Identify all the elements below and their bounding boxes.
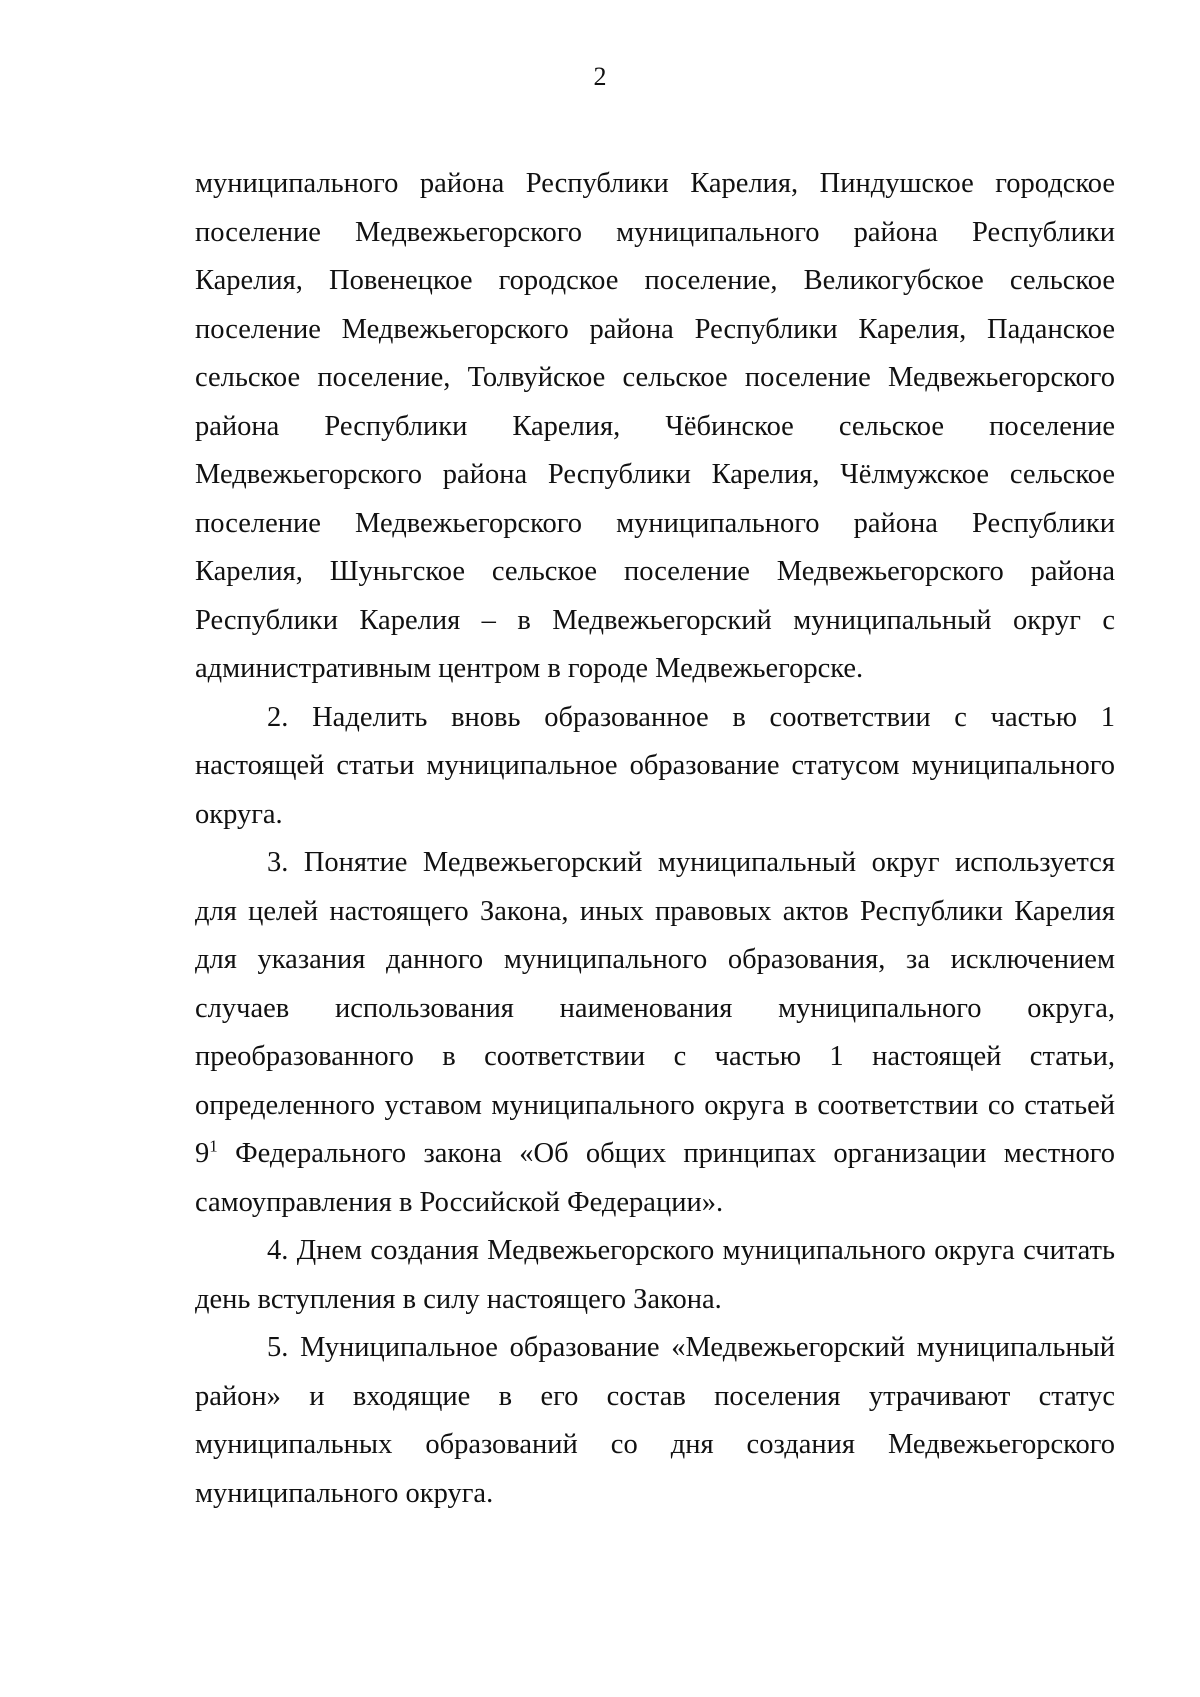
document-body [195,160,1115,1518]
paragraph-item-2: 2. Наделить вновь образованное в соответствии с частью 1 настоящей статьи муниципальное образование статусом муниципального округа. [195,701,1115,830]
paragraph-item-3 [195,839,1115,1227]
paragraph-item-3-text-end: Федерального закона «Об общих принципах организации местного самоуправления в Российской Федерации». [195,1138,1115,1218]
page-number: 2 [593,62,607,91]
paragraph-item-5: 5. Муниципальное образование «Медвежьегорский муниципальный район» и входящие в его состав поселения утрачивают статус муниципальных образований со дня создания Медвежьегорского муниципального округа. [195,1332,1115,1509]
superscript-article-number: 1 [209,1136,218,1156]
paragraph-item-4: 4. Днем создания Медвежьегорского муниципального округа считать день вступления в силу настоящего Закона. [195,1235,1115,1315]
paragraph-item-3-text: 3. Понятие Медвежьегорский муниципальный округ используется для целей настоящего Закона, иных правовых актов Республики Карелия для указания данного муниципального образования, за исключением случаев использования наименования муниципального округа, преобразованного в соответствии с частью 1 настоящей статьи, определенного уставом муниципального округа в соответствии со статьей 9 [195,847,1115,1169]
paragraph-continuation: муниципального района Республики Карелия, Пиндушское городское поселение Медвежьегорского муниципального района Республики Карелия, Повенецкое городское поселение, Великогубское сельское поселение Медвежьегорского района Республики Карелия, Паданское сельское поселение, Толвуйское сельское поселение Медвежьегорского района Республики Карелия, Чёбинское сельское поселение Медвежьегорского района Республики Карелия, Чёлмужское сельское поселение Медвежьегорского муниципального района Республики Карелия, Шуньгское сельское поселение Медвежьегорского района Республики Карелия – в Медвежьегорский муниципальный округ с административным центром в городе Медвежьегорске. [195,168,1115,684]
